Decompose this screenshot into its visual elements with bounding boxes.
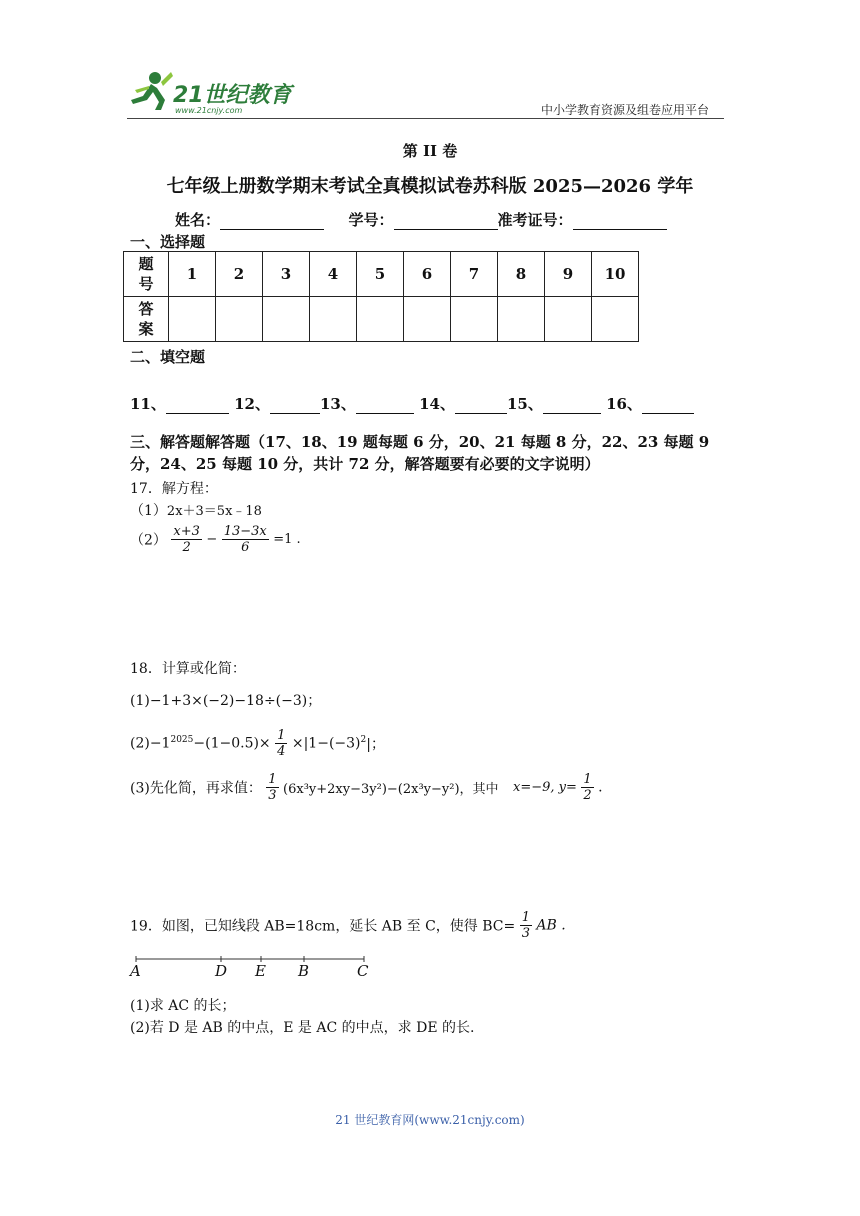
- answer-cell[interactable]: [545, 297, 592, 342]
- q19-statement: 19．如图，已知线段 AB=18cm，延长 AB 至 C，使得 BC= $\frac{1}{3}$ AB .: [130, 910, 566, 941]
- header-rule: [127, 118, 724, 119]
- logo-main-text: 21世纪教育: [173, 83, 292, 108]
- point-label: E: [255, 962, 266, 980]
- answer-cell[interactable]: [451, 297, 498, 342]
- platform-text: 中小学教育资源及组卷应用平台: [541, 103, 710, 117]
- logo: [125, 70, 295, 118]
- question-number: 1: [169, 252, 216, 297]
- student-info: [175, 209, 667, 230]
- exam-label: 准考证号：: [497, 211, 573, 229]
- id-field[interactable]: [394, 213, 498, 230]
- question-number: 6: [404, 252, 451, 297]
- q17-part2: （2） $\frac{x+3}{2}$ − $\frac{13-3x}{6}$ =1 .: [130, 524, 301, 555]
- answer-cell[interactable]: [357, 297, 404, 342]
- question-number: 10: [592, 252, 639, 297]
- volume-label: 第 II 卷: [402, 142, 458, 160]
- fraction: $\frac{13-3x}{6}$: [223, 524, 267, 555]
- answer-table: [123, 251, 639, 342]
- logo-url: www.21cnjy.com: [175, 106, 243, 115]
- point-label: B: [298, 962, 310, 980]
- blank-label: 16、: [606, 395, 642, 413]
- fraction: $\frac{x+3}{2}$: [173, 524, 200, 555]
- answer-cell[interactable]: [498, 297, 545, 342]
- q17-part1: （1）2x＋3＝5x﹣18: [130, 503, 262, 519]
- fraction: $\frac{1}{3}$: [268, 772, 277, 803]
- section1-title: 一、选择题: [130, 233, 206, 251]
- fraction: $\frac{1}{4}$: [277, 728, 286, 759]
- point-label: C: [357, 962, 369, 980]
- footer-text: 21 世纪教育网(www.21cnjy.com): [335, 1113, 525, 1127]
- name-field[interactable]: [220, 213, 324, 230]
- q18-part1: (1)−1+3×(−2)−18÷(−3)；: [130, 693, 322, 709]
- point-label: A: [130, 962, 141, 980]
- section3-line1: 三、解答题解答题（17、18、19 题每题 6 分，20、21 每题 8 分，22、23 每题 9: [130, 433, 710, 451]
- answer-cell[interactable]: [310, 297, 357, 342]
- answer-cell[interactable]: [169, 297, 216, 342]
- q19-sub2: (2)若 D 是 AB 的中点，E 是 AC 的中点，求 DE 的长.: [130, 1020, 475, 1036]
- section2-title: 二、填空题: [130, 348, 206, 366]
- fraction: $\frac{1}{2}$: [583, 772, 592, 803]
- question-number: 8: [498, 252, 545, 297]
- answer-cell[interactable]: [216, 297, 263, 342]
- blank-label: 14、: [419, 395, 455, 413]
- blank-field[interactable]: [543, 397, 601, 414]
- answer-cell[interactable]: [592, 297, 639, 342]
- blank-field[interactable]: [270, 397, 320, 414]
- blank-label: 13、: [319, 395, 356, 413]
- answer-cell[interactable]: [263, 297, 310, 342]
- blank-label: 15、: [506, 395, 543, 413]
- table-row: [124, 297, 639, 342]
- q17-title: 17．解方程：: [130, 481, 218, 497]
- table-row: [124, 252, 639, 297]
- blank-field[interactable]: [455, 397, 507, 414]
- table-header-cell: 答 案: [124, 297, 169, 342]
- exam-field[interactable]: [573, 213, 667, 230]
- blank-field[interactable]: [356, 397, 414, 414]
- q19-sub1: (1)求 AC 的长；: [130, 998, 236, 1014]
- segment-diagram: [130, 952, 380, 982]
- q18-part2: $(2)-1^{2025}-(1-0.5)\times$ $\frac{1}{4}$ $\times|1-(-3)^2|$；: [130, 728, 385, 759]
- question-number: 5: [357, 252, 404, 297]
- runner-logo-icon: [125, 70, 175, 112]
- page-title: 七年级上册数学期末考试全真模拟试卷苏科版 2025—2026 学年: [166, 176, 694, 197]
- fill-blanks: [130, 393, 694, 414]
- question-number: 3: [263, 252, 310, 297]
- blank-label: 11、: [130, 395, 166, 413]
- question-number: 4: [310, 252, 357, 297]
- answer-cell[interactable]: [404, 297, 451, 342]
- question-number: 9: [545, 252, 592, 297]
- point-label: D: [215, 962, 228, 980]
- q18-title: 18．计算或化简：: [130, 661, 246, 677]
- question-number: 2: [216, 252, 263, 297]
- q18-part3: (3)先化简，再求值： $\frac{1}{3}$ (6x³y+2xy−3y²)−(2x³y−y²)，其中 x=−9, y= $\frac{1}{2}$ .: [130, 772, 603, 803]
- section3-line2: 分，24、25 每题 10 分，共计 72 分，解答题要有必要的文字说明）: [130, 455, 600, 473]
- blank-field[interactable]: [166, 397, 229, 414]
- table-header-cell: 题 号: [124, 252, 169, 297]
- blank-label: 12、: [234, 395, 270, 413]
- id-label: 学号：: [348, 211, 394, 229]
- name-label: 姓名：: [175, 211, 221, 229]
- question-number: 7: [451, 252, 498, 297]
- fraction: $\frac{1}{3}$: [521, 910, 530, 941]
- equation: 2x＋3＝5x﹣18: [166, 504, 262, 519]
- blank-field[interactable]: [642, 397, 694, 414]
